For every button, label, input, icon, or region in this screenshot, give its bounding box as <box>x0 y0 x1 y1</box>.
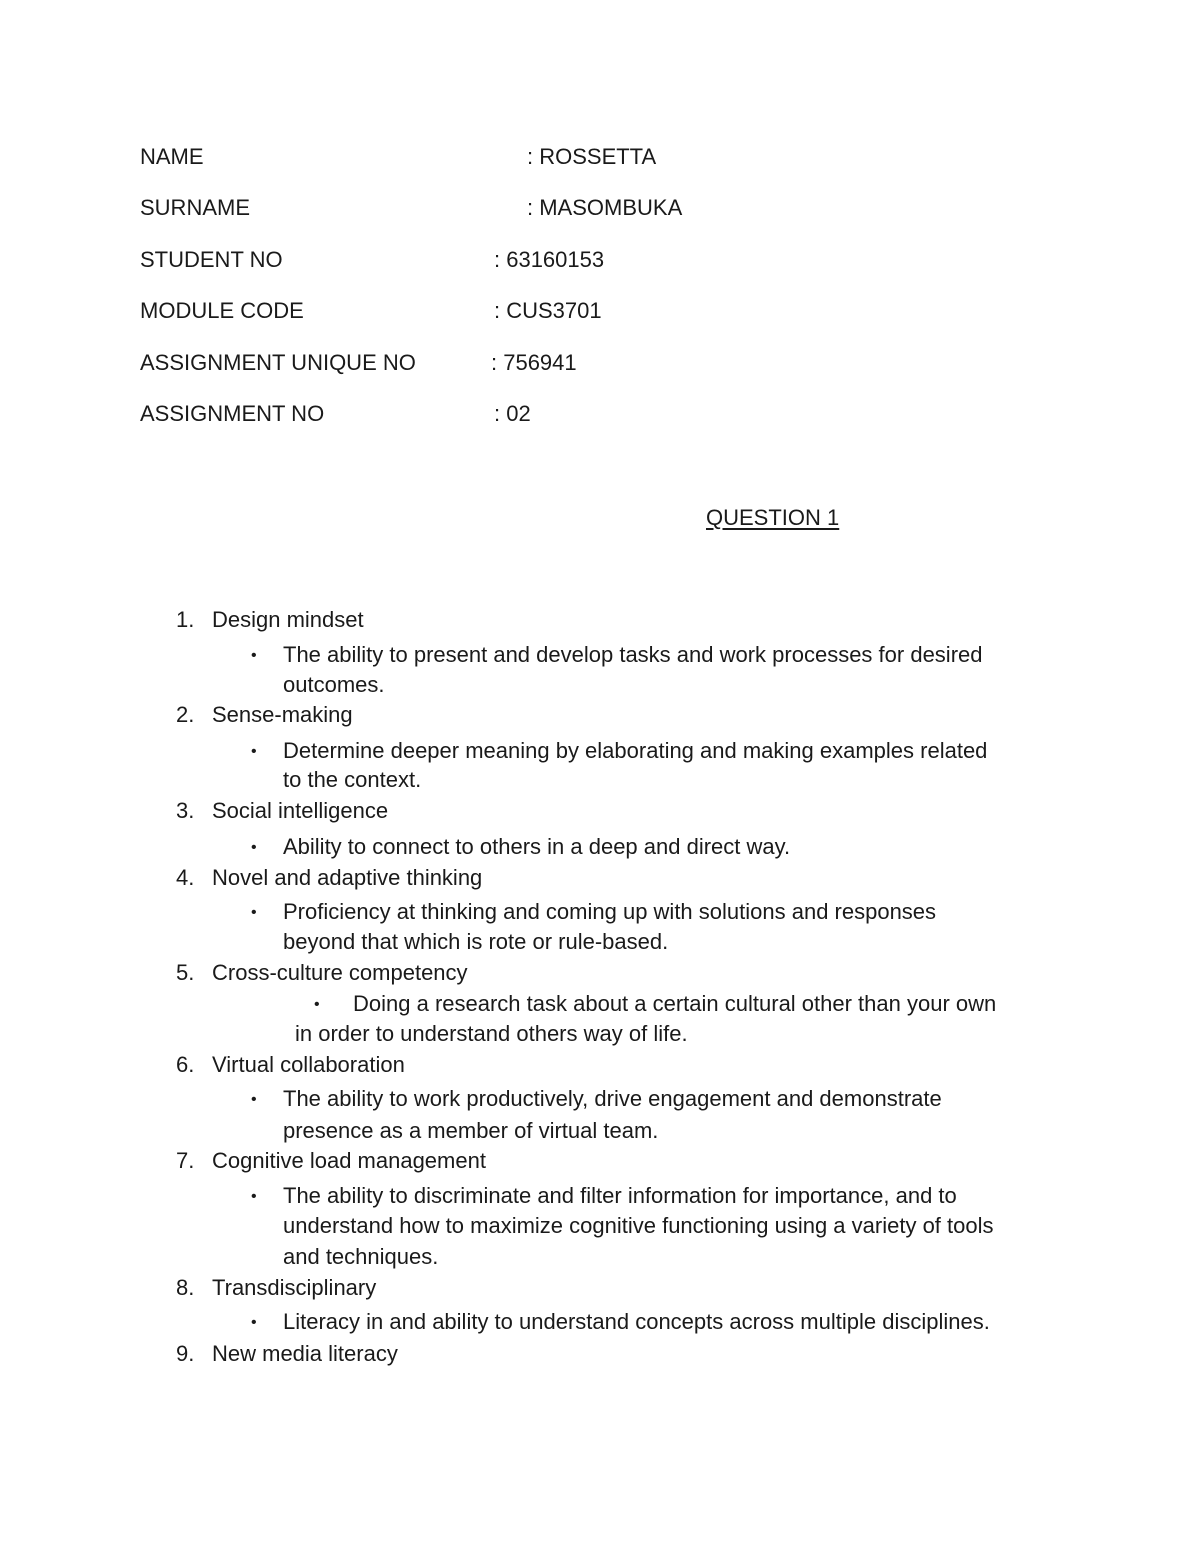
list-item-number: 4. <box>176 865 195 890</box>
name-label: NAME <box>140 144 204 169</box>
bullet-text: outcomes. <box>283 672 385 697</box>
assignment-no-value: : 02 <box>494 401 531 426</box>
bullet-icon: • <box>251 1091 257 1108</box>
bullet-text: and techniques. <box>283 1244 439 1269</box>
bullet-icon: • <box>251 904 257 921</box>
list-item-title: Transdisciplinary <box>212 1275 377 1300</box>
surname-value: : MASOMBUKA <box>527 195 683 220</box>
bullet-text: presence as a member of virtual team. <box>283 1118 659 1143</box>
list-item-title: Cognitive load management <box>212 1148 486 1173</box>
bullet-icon: • <box>251 1314 257 1331</box>
list-item-number: 9. <box>176 1341 195 1366</box>
bullet-text: to the context. <box>283 767 422 792</box>
assignment-unique-no-label: ASSIGNMENT UNIQUE NO <box>140 350 416 375</box>
list-item-number: 8. <box>176 1275 195 1300</box>
list-item-number: 5. <box>176 960 195 985</box>
list-item-number: 7. <box>176 1148 195 1173</box>
module-code-value: : CUS3701 <box>494 298 602 323</box>
list-item-title: Virtual collaboration <box>212 1052 405 1077</box>
bullet-text: Determine deeper meaning by elaborating and making examples related <box>283 738 988 763</box>
list-item-number: 1. <box>176 607 195 632</box>
list-item-number: 2. <box>176 702 195 727</box>
name-value: : ROSSETTA <box>527 144 657 169</box>
bullet-text: The ability to work productively, drive engagement and demonstrate <box>283 1086 942 1111</box>
bullet-icon: • <box>251 1188 257 1205</box>
surname-label: SURNAME <box>140 195 251 220</box>
question-heading: QUESTION 1 <box>706 505 840 530</box>
bullet-icon: • <box>314 996 320 1013</box>
bullet-text: in order to understand others way of life. <box>295 1021 688 1046</box>
assignment-no-label: ASSIGNMENT NO <box>140 401 325 426</box>
list-item-title: Social intelligence <box>212 798 389 823</box>
module-code-label: MODULE CODE <box>140 298 304 323</box>
bullet-icon: • <box>251 647 257 664</box>
student-no-value: : 63160153 <box>494 247 605 272</box>
list-item-title: Sense-making <box>212 702 353 727</box>
list-item-title: Design mindset <box>212 607 364 632</box>
list-item-title: New media literacy <box>212 1341 398 1366</box>
bullet-icon: • <box>251 839 257 856</box>
bullet-text: Literacy in and ability to understand concepts across multiple disciplines. <box>283 1309 990 1334</box>
list-item-number: 3. <box>176 798 195 823</box>
bullet-text: The ability to discriminate and filter information for importance, and to <box>283 1183 957 1208</box>
bullet-icon: • <box>251 743 257 760</box>
bullet-text: beyond that which is rote or rule-based. <box>283 929 669 954</box>
list-item-title: Novel and adaptive thinking <box>212 865 483 890</box>
student-no-label: STUDENT NO <box>140 247 283 272</box>
list-item-number: 6. <box>176 1052 195 1077</box>
bullet-text: The ability to present and develop tasks and work processes for desired <box>283 642 983 667</box>
bullet-text: Doing a research task about a certain cultural other than your own <box>353 991 997 1016</box>
bullet-text: understand how to maximize cognitive functioning using a variety of tools <box>283 1213 994 1238</box>
bullet-text: Proficiency at thinking and coming up with solutions and responses <box>283 899 937 924</box>
assignment-unique-no-value: : 756941 <box>491 350 577 375</box>
list-item-title: Cross-culture competency <box>212 960 468 985</box>
bullet-text: Ability to connect to others in a deep and direct way. <box>283 834 791 859</box>
